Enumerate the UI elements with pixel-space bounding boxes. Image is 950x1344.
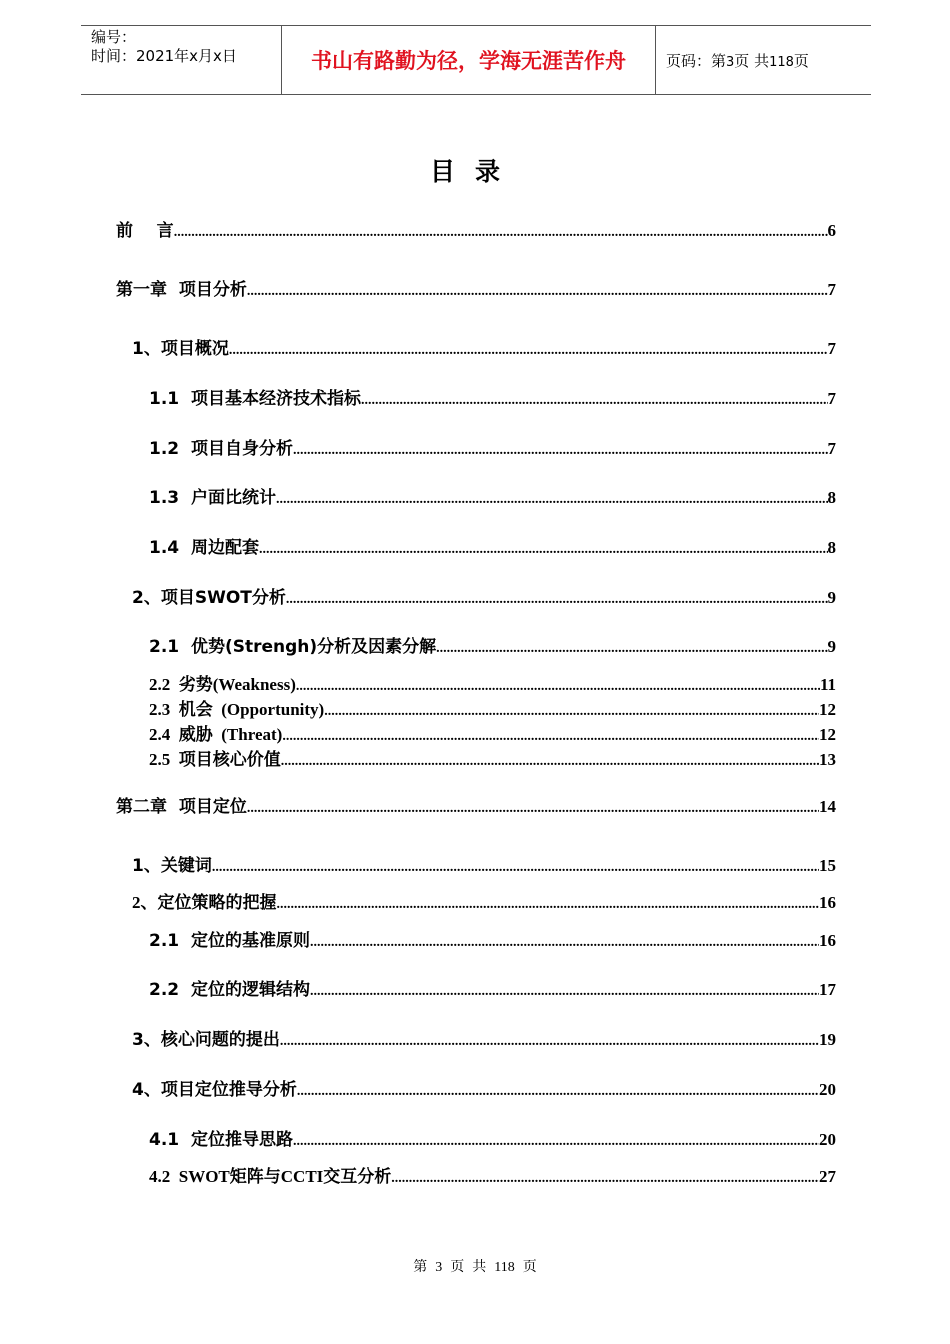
header-page-current: 3	[726, 55, 735, 70]
leader-dots	[282, 729, 819, 745]
toc-entry[interactable]: 2.5 项目核心价值 ..... 13	[149, 745, 836, 770]
leader-dots	[247, 284, 828, 300]
toc-entry[interactable]: 3、核心问题的提出 ..... 19	[132, 1025, 836, 1050]
leader-dots	[310, 984, 819, 1000]
toc-entry[interactable]: 1.1 项目基本经济技术指标 ..... 7	[149, 384, 836, 409]
leader-dots	[174, 225, 828, 241]
leader-dots	[293, 443, 828, 459]
toc-entry[interactable]: 4.1 定位推导思路 ..... 20	[149, 1125, 836, 1150]
toc-entry[interactable]: 1.4 周边配套 ..... 8	[149, 533, 836, 558]
toc-entry[interactable]: 2.1 定位的基准原则 ..... 16	[149, 926, 836, 951]
toc-entry[interactable]: 1、关键词 ..... 15	[132, 851, 836, 876]
leader-dots	[277, 897, 820, 913]
leader-dots	[324, 704, 819, 720]
toc-entry[interactable]: 前 言 ..... 6	[116, 216, 836, 241]
header-page-info: 页码：第3页 共118页	[666, 52, 809, 70]
toc-entry[interactable]: 2、定位策略的把握 ..... 16	[132, 888, 836, 913]
motto: 书山有路勤为径，学海无涯苦作舟	[311, 49, 626, 73]
header-page-cell	[656, 26, 871, 94]
leader-dots	[212, 860, 819, 876]
leader-dots	[247, 801, 819, 817]
header-motto-cell	[281, 26, 656, 94]
leader-dots	[361, 393, 828, 409]
toc-entry[interactable]: 2.3 机会 (Opportunity) ..... 12	[149, 695, 836, 720]
leader-dots	[436, 641, 827, 657]
leader-dots	[297, 1084, 819, 1100]
leader-dots	[296, 679, 820, 695]
toc-entry[interactable]: 2、项目SWOT分析 ..... 9	[132, 583, 836, 608]
leader-dots	[293, 1134, 819, 1150]
leader-dots	[281, 754, 819, 770]
header-meta-cell	[81, 26, 281, 94]
leader-dots	[229, 343, 828, 359]
serial-label: 编号：	[91, 28, 137, 46]
footer-page-current: 3	[435, 1260, 443, 1275]
toc-entry[interactable]: 4.2 SWOT矩阵与CCTI交互分析 ..... 27	[149, 1162, 836, 1187]
leader-dots	[259, 542, 828, 558]
leader-dots	[276, 492, 828, 508]
page-header	[81, 25, 871, 95]
toc-entry[interactable]: 第一章 项目分析 ..... 7	[116, 275, 836, 300]
footer-page-total: 118	[494, 1260, 515, 1275]
leader-dots	[280, 1034, 819, 1050]
leader-dots	[286, 592, 828, 608]
toc-entry[interactable]: 2.2 定位的逻辑结构 ..... 17	[149, 975, 836, 1000]
toc-entry[interactable]: 2.1 优势(Strengh)分析及因素分解 ..... 9	[149, 632, 836, 657]
toc-entry[interactable]: 2.2 劣势(Weakness) ..... 11	[149, 670, 836, 695]
time-label: 时间：2021年x月x日	[91, 47, 237, 65]
toc-entry[interactable]: 第二章 项目定位 ..... 14	[116, 792, 836, 817]
header-page-total: 118	[769, 55, 794, 70]
toc-title: 目录	[429, 157, 520, 186]
leader-dots	[310, 935, 819, 951]
toc-entry[interactable]: 1.3 户面比统计 ..... 8	[149, 483, 836, 508]
toc-entry[interactable]: 4、项目定位推导分析 ..... 20	[132, 1075, 836, 1100]
page-footer: 第 3 页 共 118 页	[413, 1260, 537, 1275]
toc-entry[interactable]: 2.4 威胁 (Threat) ..... 12	[149, 720, 836, 745]
leader-dots	[391, 1171, 819, 1187]
toc-entry[interactable]: 1、项目概况 ..... 7	[132, 334, 836, 359]
toc-entry[interactable]: 1.2 项目自身分析 ..... 7	[149, 434, 836, 459]
